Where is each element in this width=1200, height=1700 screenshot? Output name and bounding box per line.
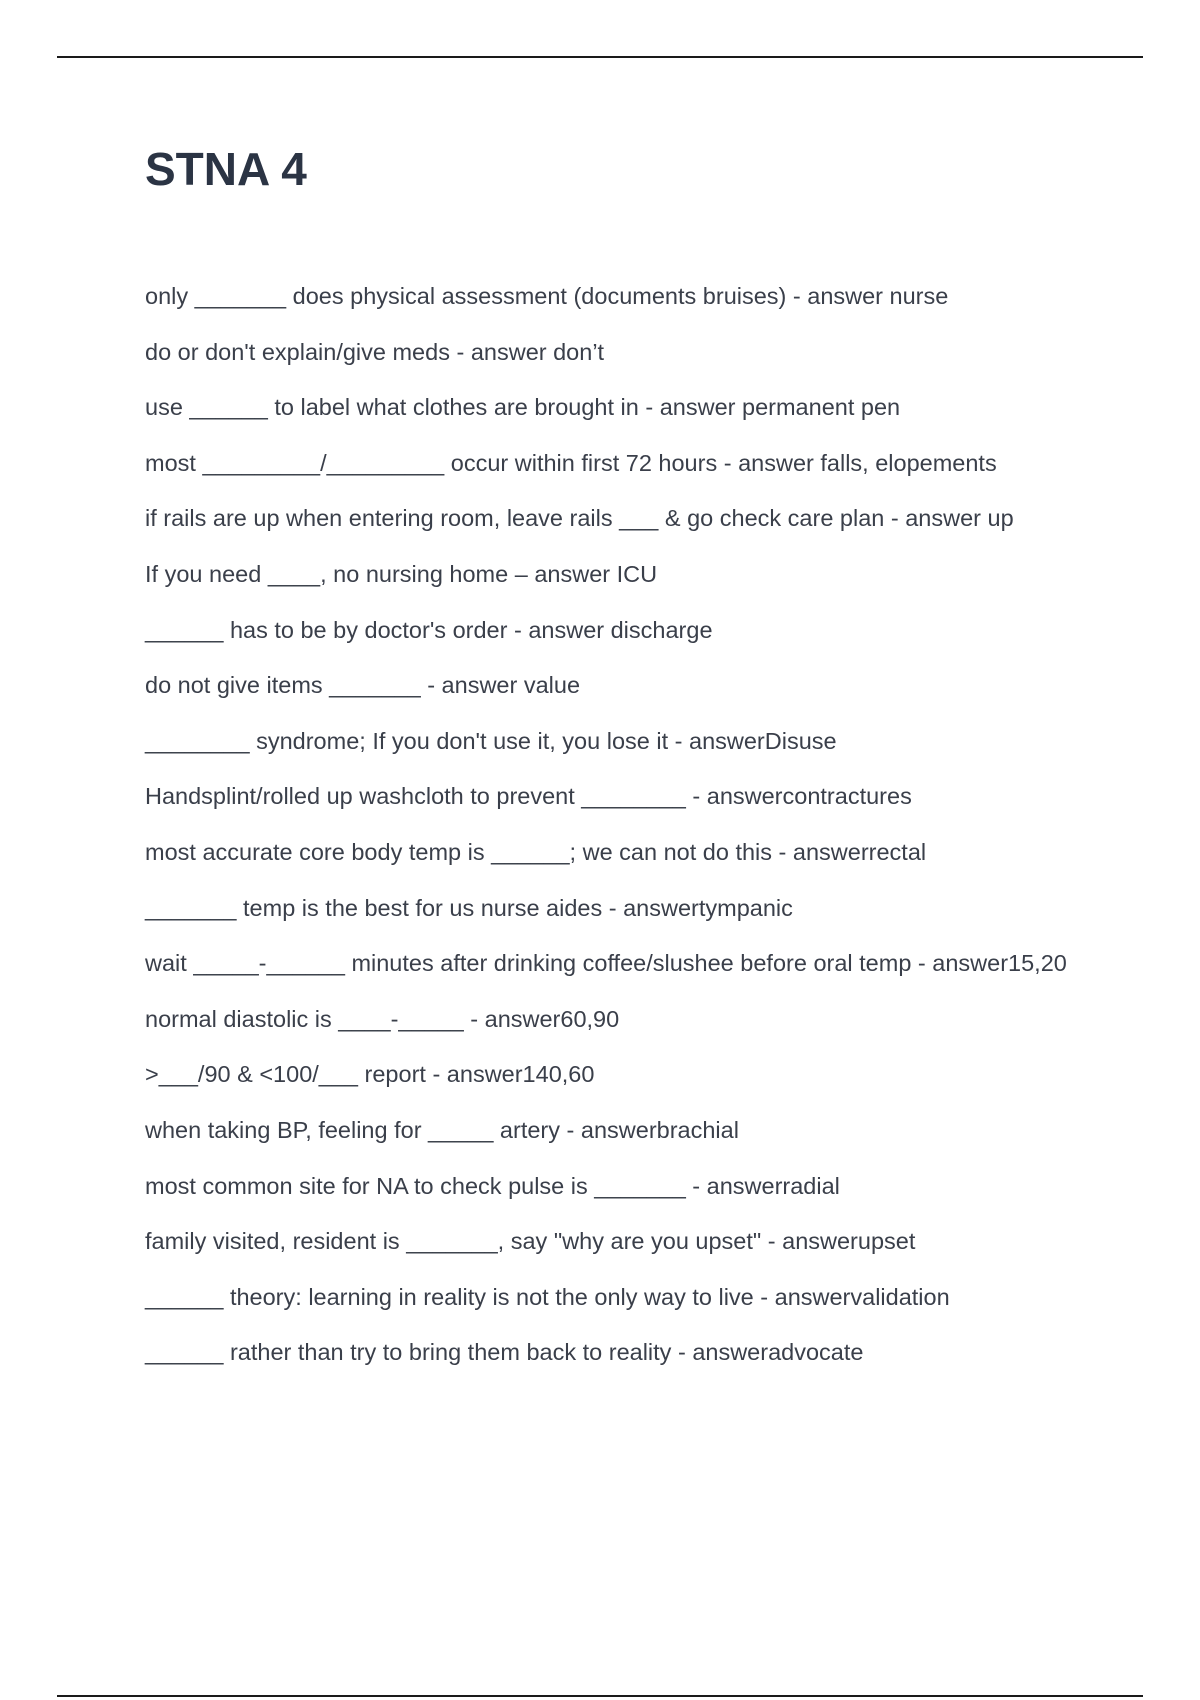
flashcard-item: use ______ to label what clothes are brought in - answer permanent pen	[145, 394, 901, 421]
flashcard-item: when taking BP, feeling for _____ artery - answerbrachial	[145, 1116, 739, 1143]
flashcard-item: only _______ does physical assessment (documents bruises) - answer nurse	[145, 283, 949, 309]
flashcard-item: ________ syndrome; If you don't use it, you lose it - answerDisuse	[145, 727, 837, 754]
flashcard-item: most _________/_________ occur within first 72 hours - answer falls, elopements	[145, 449, 997, 476]
flashcard-item: normal diastolic is ____-_____ - answer60,90	[145, 1005, 620, 1032]
flashcard-item: If you need ____, no nursing home – answer ICU	[145, 560, 658, 587]
flashcard-item: family visited, resident is _______, say "why are you upset" - answerupset	[145, 1228, 916, 1255]
top-divider	[57, 56, 1143, 58]
flashcard-item: if rails are up when entering room, leave rails ___ & go check care plan - answer up	[145, 505, 1014, 532]
flashcard-item: >___/90 & <100/___ report - answer140,60	[145, 1061, 595, 1088]
page-title: STNA 4	[145, 143, 307, 195]
flashcard-item: ______ theory: learning in reality is not the only way to live - answervalidation	[145, 1283, 950, 1310]
flashcard-item: wait _____-______ minutes after drinking coffee/slushee before oral temp - answer15,20	[145, 950, 1067, 977]
flashcard-item: do not give items _______ - answer value	[145, 672, 581, 699]
flashcard-item: ______ has to be by doctor's order - answer discharge	[145, 616, 713, 643]
flashcard-item: ______ rather than try to bring them back to reality - answeradvocate	[145, 1339, 864, 1366]
flashcard-list	[145, 283, 1075, 1395]
flashcard-item: most common site for NA to check pulse is _______ - answerradial	[145, 1172, 840, 1199]
flashcard-item: most accurate core body temp is ______; we can not do this - answerrectal	[145, 838, 927, 865]
flashcard-item: Handsplint/rolled up washcloth to prevent ________ - answercontractures	[145, 783, 912, 810]
bottom-divider	[57, 1695, 1143, 1697]
flashcard-item: _______ temp is the best for us nurse aides - answertympanic	[145, 894, 793, 921]
flashcard-item: do or don't explain/give meds - answer don’t	[145, 338, 605, 365]
